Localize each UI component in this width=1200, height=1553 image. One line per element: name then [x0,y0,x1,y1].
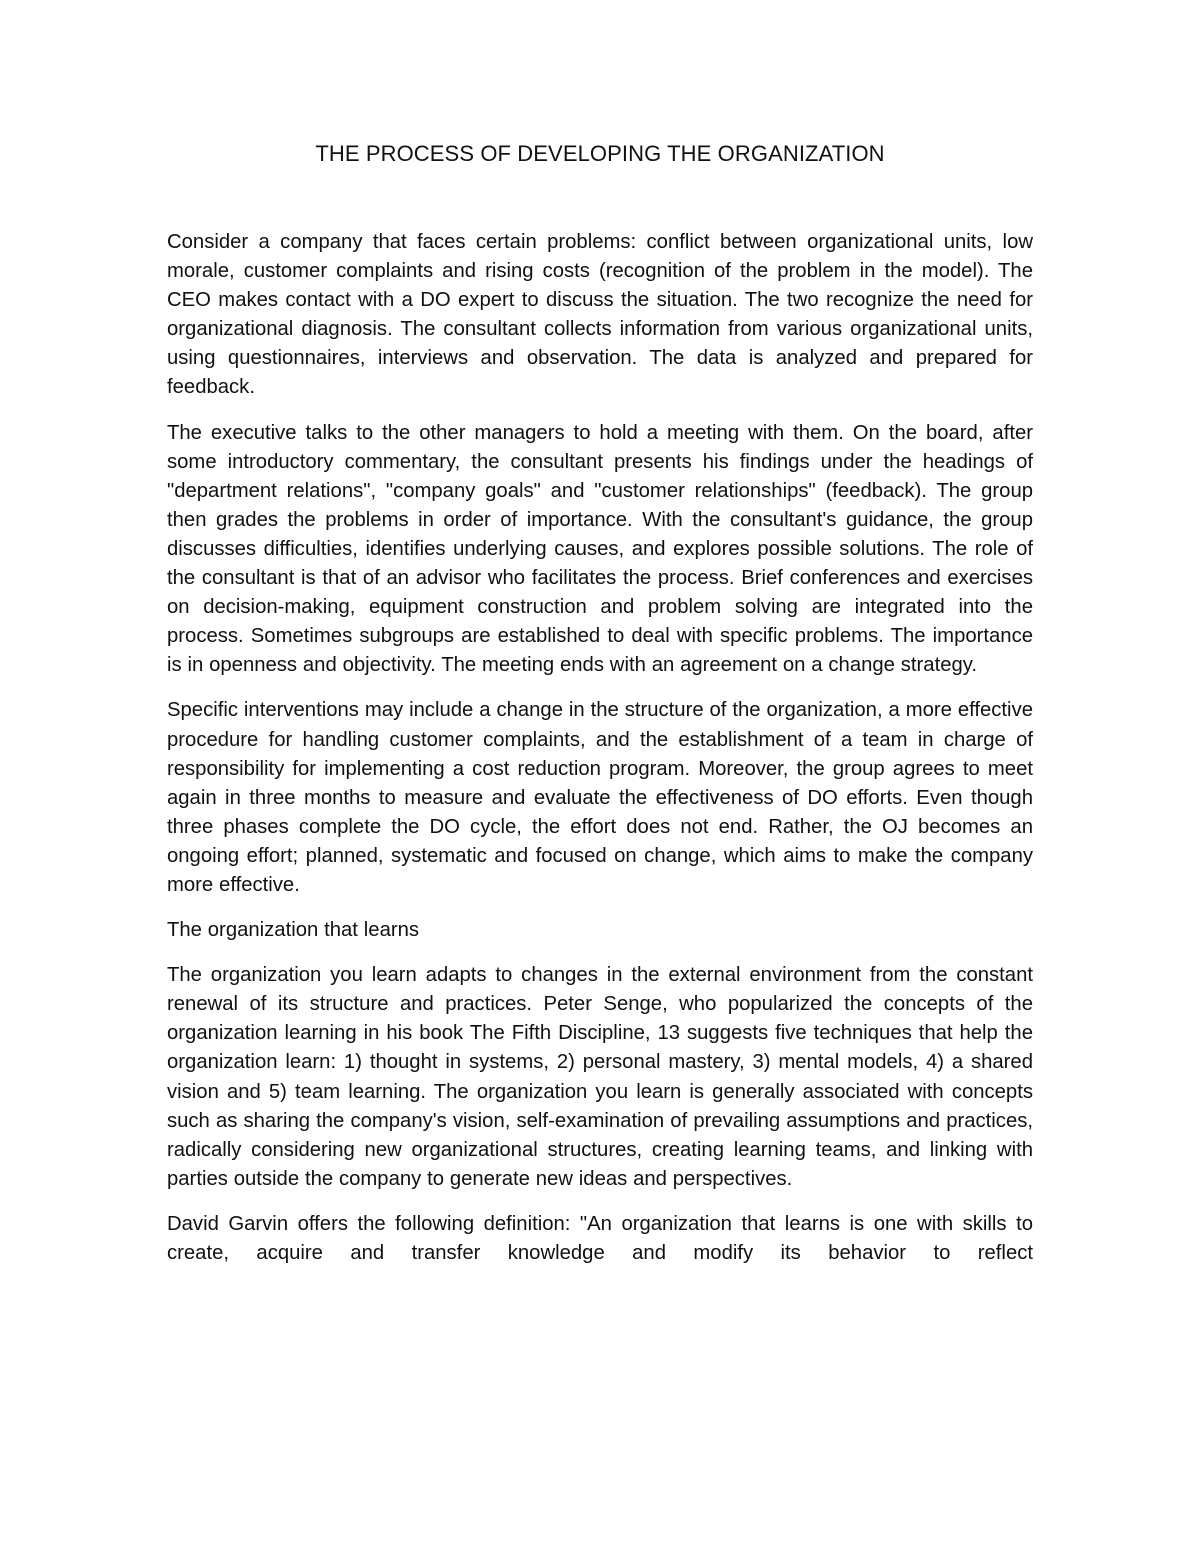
document-body [167,228,1033,1268]
paragraph-feedback-meeting: The executive talks to the other managers to hold a meeting with them. On the board, after some introductory commentary, the consultant presents his findings under the headings of "department relations", "company goals" and "customer relationships" (feedback). The group then grades the problems in order of importance. With the consultant's guidance, the group discusses difficulties, identifies underlying causes, and explores possible solutions. The role of the consultant is that of an advisor who facilitates the process. Brief conferences and exercises on decision-making, equipment construction and problem solving are integrated into the process. Sometimes subgroups are established to deal with specific problems. The importance is in openness and objectivity. The meeting ends with an agreement on a change strategy. [167,421,1033,677]
document-title: THE PROCESS OF DEVELOPING THE ORGANIZATION [315,141,885,166]
paragraph-garvin-definition: David Garvin offers the following definition: "An organization that learns is one with skills to create, acquire and transfer knowledge and modify its behavior to reflect [167,1212,1033,1264]
section-heading-learning-organization: The organization that learns [167,919,420,942]
paragraph-interventions: Specific interventions may include a change in the structure of the organization, a more effective procedure for handling customer complaints, and the establishment of a team in charge of responsibility for implementing a cost reduction program. Moreover, the group agrees to meet again in three months to measure and evaluate the effectiveness of DO efforts. Even though three phases complete the DO cycle, the effort does not end. Rather, the OJ becomes an ongoing effort; planned, systematic and focused on change, which aims to make the company more effective. [167,699,1033,896]
paragraph-problem-recognition: Consider a company that faces certain problems: conflict between organizational units, low morale, customer complaints and rising costs (recognition of the problem in the model). The CEO makes contact with a DO expert to discuss the situation. The two recognize the need for organizational diagnosis. The consultant collects information from various organizational units, using questionnaires, interviews and observation. The data is analyzed and prepared for feedback. [167,231,1033,399]
paragraph-senge-disciplines: The organization you learn adapts to changes in the external environment from the constant renewal of its structure and practices. Peter Senge, who popularized the concepts of the organization learning in his book The Fifth Discipline, 13 suggests five techniques that help the organization learn: 1) thought in systems, 2) personal mastery, 3) mental models, 4) a shared vision and 5) team learning. The organization you learn is generally associated with concepts such as sharing the company's vision, self-examination of prevailing assumptions and practices, radically considering new organizational structures, creating learning teams, and linking with parties outside the company to generate new ideas and perspectives. [167,964,1033,1190]
